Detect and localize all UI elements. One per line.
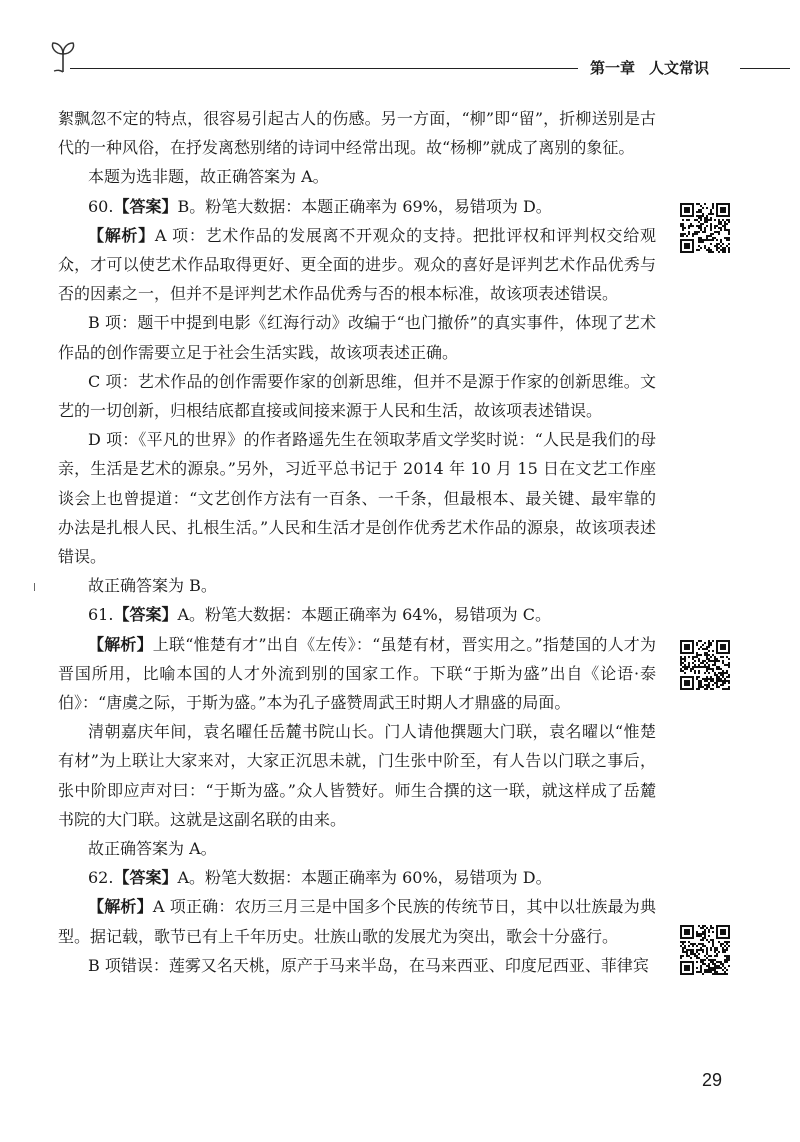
analysis-paragraph: 【解析】A 项正确：农历三月三是中国多个民族的传统节日，其中以壮族最为典型。据记载，歌节已有上千年历史。壮族山歌的发展尤为突出，歌会十分盛行。 [58, 897, 656, 946]
paragraph: 本题为选非题，故正确答案为 A。 [88, 167, 329, 187]
chapter-title: 人文常识 [649, 59, 710, 77]
paragraph: 故正确答案为 B。 [88, 576, 217, 596]
header-rule-right [740, 68, 790, 69]
paragraph: 清朝嘉庆年间，袁名曜任岳麓书院山长。门人请他撰题大门联，袁名曜以“惟楚有材”为上联让大家来对，大家正沉思未就，门生张中阶至，有人告以门联之事后，张中阶即应声对曰：“于斯为盛。”众人皆赞好。师生合撰的这一联，就这样成了岳麓书院的大门联。这就是这副名联的由来。 [58, 722, 656, 829]
paragraph: C 项：艺术作品的创作需要作家的创新思维，但并不是源于作家的创新思维。文艺的一切创新，归根结底都直接或间接来源于人民和生活，故该项表述错误。 [58, 371, 656, 421]
paragraph: 故正确答案为 A。 [88, 839, 217, 859]
answer-line: 60.【答案】B。粉笔大数据：本题正确率为 69%，易错项为 D。 [88, 196, 552, 216]
label-tag: 【答案】 [113, 868, 178, 888]
answer-line: 62.【答案】A。粉笔大数据：本题正确率为 60%，易错项为 D。 [88, 868, 552, 888]
analysis-paragraph: 【解析】上联“惟楚有才”出自《左传》：“虽楚有材，晋实用之。”指楚国的人才为晋国所用，比喻本国的人才外流到别的国家工作。下联“于斯为盛”出自《论语·泰伯》：“唐虞之际，于斯为盛。”本为孔子盛赞周武王时期人才鼎盛的局面。 [58, 634, 656, 713]
page-header [0, 0, 800, 90]
margin-mark [34, 583, 43, 591]
paragraph: B 项：题干中提到电影《红海行动》改编于“也门撤侨”的真实事件，体现了艺术作品的创作需要立足于社会生活实践，故该项表述正确。 [58, 313, 656, 362]
label-tag: 【答案】 [113, 605, 178, 625]
label-tag: 【答案】 [113, 196, 178, 216]
qr-code-icon[interactable] [680, 925, 730, 975]
page-body [58, 104, 656, 980]
qr-code-icon[interactable] [680, 203, 730, 253]
header-rule-left [70, 68, 578, 69]
qr-code-icon[interactable] [680, 640, 730, 690]
label-tag: 【解析】 [88, 634, 153, 654]
chapter-number: 第一章 [590, 59, 636, 77]
chapter-heading [590, 57, 723, 78]
answer-line: 61.【答案】A。粉笔大数据：本题正确率为 64%，易错项为 C。 [88, 605, 552, 625]
label-tag: 【解析】 [88, 897, 153, 917]
page-number: 29 [702, 1070, 723, 1090]
paragraph: B 项错误：莲雾又名天桃，原产于马来半岛，在马来西亚、印度尼西亚、菲律宾 [88, 955, 649, 975]
paragraph: 絮飘忽不定的特点，很容易引起古人的伤感。另一方面，“柳”即“留”，折柳送别是古代的一种风俗，在抒发离愁别绪的诗词中经常出现。故“杨柳”就成了离别的象征。 [58, 109, 656, 158]
analysis-paragraph: 【解析】A 项：艺术作品的发展离不开观众的支持。把批评权和评判权交给观众，才可以使艺术作品取得更好、更全面的进步。观众的喜好是评判艺术作品优秀与否的因素之一，但并不是评判艺术作品优秀与否的根本标准，故该项表述错误。 [58, 225, 656, 304]
label-tag: 【解析】 [88, 225, 155, 245]
paragraph: D 项：《平凡的世界》的作者路遥先生在领取茅盾文学奖时说：“人民是我们的母亲，生活是艺术的源泉。”另外，习近平总书记于 2014 年 10 月 15 日在文艺工作座谈会上也曾提道：“文艺创作方法有一百条、一千条，但最根本、最关键、最牢靠的办法是扎根人民、扎根生活。”人民和生活才是创作优秀艺术作品的源泉，故该项表述错误。 [58, 430, 656, 567]
